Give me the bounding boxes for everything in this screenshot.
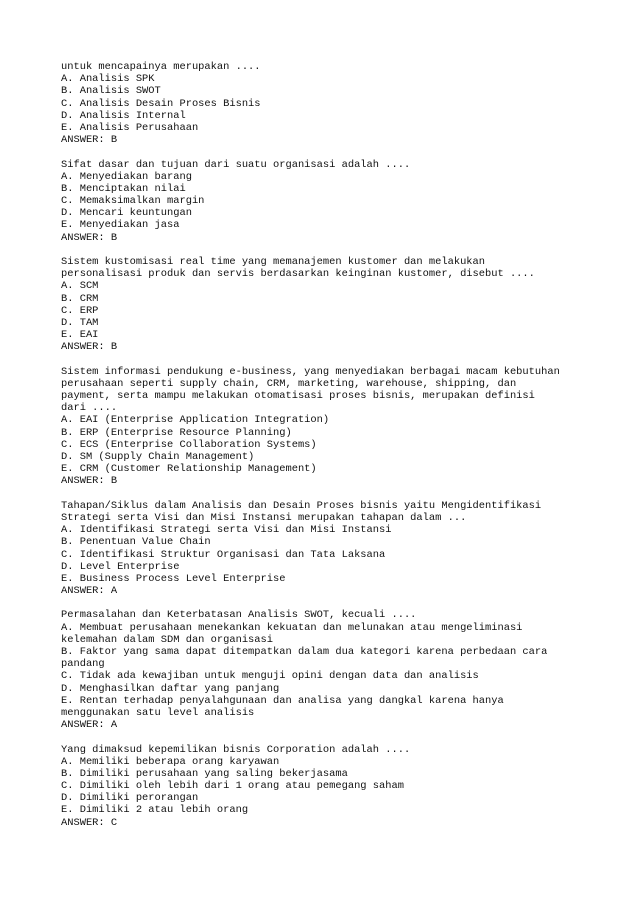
answer-option-line: E. CRM (Customer Relationship Management): [61, 463, 317, 476]
question-text-line: perusahaan seperti supply chain, CRM, marketing, warehouse, shipping, dan: [61, 377, 517, 390]
answer-option-line: E. Rentan terhadap penyalahgunaan dan analisa yang dangkal karena hanya: [61, 694, 504, 707]
answer-option-line: A. EAI (Enterprise Application Integration): [61, 414, 330, 427]
answer-option-line: kelemahan dalam SDM dan organisasi: [61, 633, 274, 646]
answer-option-line: C. Memaksimalkan margin: [61, 195, 205, 208]
answer-option-line: C. Dimiliki oleh lebih dari 1 orang atau pemegang saham: [61, 780, 404, 793]
question-text-line: Sistem kustomisasi real time yang memanajemen kustomer dan melakukan: [61, 256, 486, 268]
question-text-line: Tahapan/Siklus dalam Analisis dan Desain Proses bisnis yaitu Mengidentifikasi: [61, 499, 542, 512]
answer-key: ANSWER: B: [61, 231, 118, 244]
question-text-line: dari ....: [61, 402, 118, 415]
answer-option-line: D. Dimiliki perorangan: [61, 792, 199, 805]
question-text-line: Strategi serta Visi dan Misi Instansi merupakan tahapan dalam ...: [61, 511, 467, 524]
answer-option-line: D. TAM: [61, 316, 99, 329]
answer-option-line: B. Dimiliki perusahaan yang saling bekerjasama: [61, 767, 348, 780]
answer-option-line: E. Analisis Perusahaan: [61, 121, 199, 134]
answer-option-line: D. SM (Supply Chain Management): [61, 451, 255, 463]
answer-option-line: D. Analisis Internal: [61, 109, 186, 122]
question-block: [61, 61, 591, 146]
answer-key: ANSWER: A: [61, 719, 118, 732]
question-block: [61, 159, 591, 244]
question-text-line: Permasalahan dan Keterbatasan Analisis SWOT, kecuali ....: [61, 609, 417, 622]
answer-option-line: A. Analisis SPK: [61, 73, 155, 86]
answer-option-line: D. Level Enterprise: [61, 560, 180, 573]
question-block: [61, 366, 591, 488]
answer-key: ANSWER: B: [61, 134, 118, 147]
answer-option-line: D. Mencari keuntungan: [61, 207, 192, 220]
question-text-line: untuk mencapainya merupakan ....: [61, 61, 261, 73]
question-text-line: Sistem informasi pendukung e-business, yang menyediakan berbagai macam kebutuhan: [61, 365, 560, 378]
question-block: [61, 500, 591, 598]
answer-option-line: A. Menyediakan barang: [61, 170, 192, 183]
question-text-line: Sifat dasar dan tujuan dari suatu organisasi adalah ....: [61, 158, 411, 171]
answer-option-line: E. Menyediakan jasa: [61, 219, 180, 232]
answer-option-line: C. Analisis Desain Proses Bisnis: [61, 97, 261, 110]
question-text-line: payment, serta mampu melakukan otomatisasi proses bisnis, merupakan definisi: [61, 390, 535, 403]
answer-option-line: C. ECS (Enterprise Collaboration Systems): [61, 438, 317, 451]
question-block: [61, 256, 591, 354]
answer-option-line: B. Analisis SWOT: [61, 85, 161, 98]
answer-option-line: B. ERP (Enterprise Resource Planning): [61, 426, 292, 439]
answer-option-line: A. Membuat perusahaan menekankan kekuatan dan melunakan atau mengeliminasi: [61, 621, 523, 634]
answer-key: ANSWER: B: [61, 341, 118, 354]
answer-option-line: C. Identifikasi Struktur Organisasi dan Tata Laksana: [61, 548, 386, 561]
question-block: [61, 744, 591, 829]
answer-option-line: B. Penentuan Value Chain: [61, 536, 211, 549]
answer-option-line: C. Tidak ada kewajiban untuk menguji opini dengan data dan analisis: [61, 670, 479, 683]
answer-key: ANSWER: A: [61, 585, 118, 598]
answer-option-line: A. SCM: [61, 280, 99, 293]
answer-option-line: B. Menciptakan nilai: [61, 182, 186, 195]
answer-option-line: E. Dimiliki 2 atau lebih orang: [61, 804, 249, 817]
answer-option-line: D. Menghasilkan daftar yang panjang: [61, 682, 280, 695]
answer-key: ANSWER: B: [61, 475, 118, 488]
question-text-line: personalisasi produk dan servis berdasarkan keinginan kustomer, disebut ....: [61, 268, 535, 281]
answer-option-line: E. Business Process Level Enterprise: [61, 572, 286, 585]
question-block: [61, 609, 591, 731]
answer-option-line: A. Memiliki beberapa orang karyawan: [61, 755, 280, 768]
answer-key: ANSWER: C: [61, 816, 118, 829]
question-text-line: Yang dimaksud kepemilikan bisnis Corporation adalah ....: [61, 743, 411, 756]
answer-option-line: pandang: [61, 658, 105, 671]
answer-option-line: B. Faktor yang sama dapat ditempatkan dalam dua kategori karena perbedaan cara: [61, 646, 548, 658]
answer-option-line: E. EAI: [61, 329, 99, 342]
answer-option-line: B. CRM: [61, 292, 99, 305]
answer-option-line: A. Identifikasi Strategi serta Visi dan Misi Instansi: [61, 524, 392, 537]
answer-option-line: C. ERP: [61, 304, 99, 317]
answer-option-line: menggunakan satu level analisis: [61, 706, 255, 719]
document-page: [61, 61, 591, 841]
